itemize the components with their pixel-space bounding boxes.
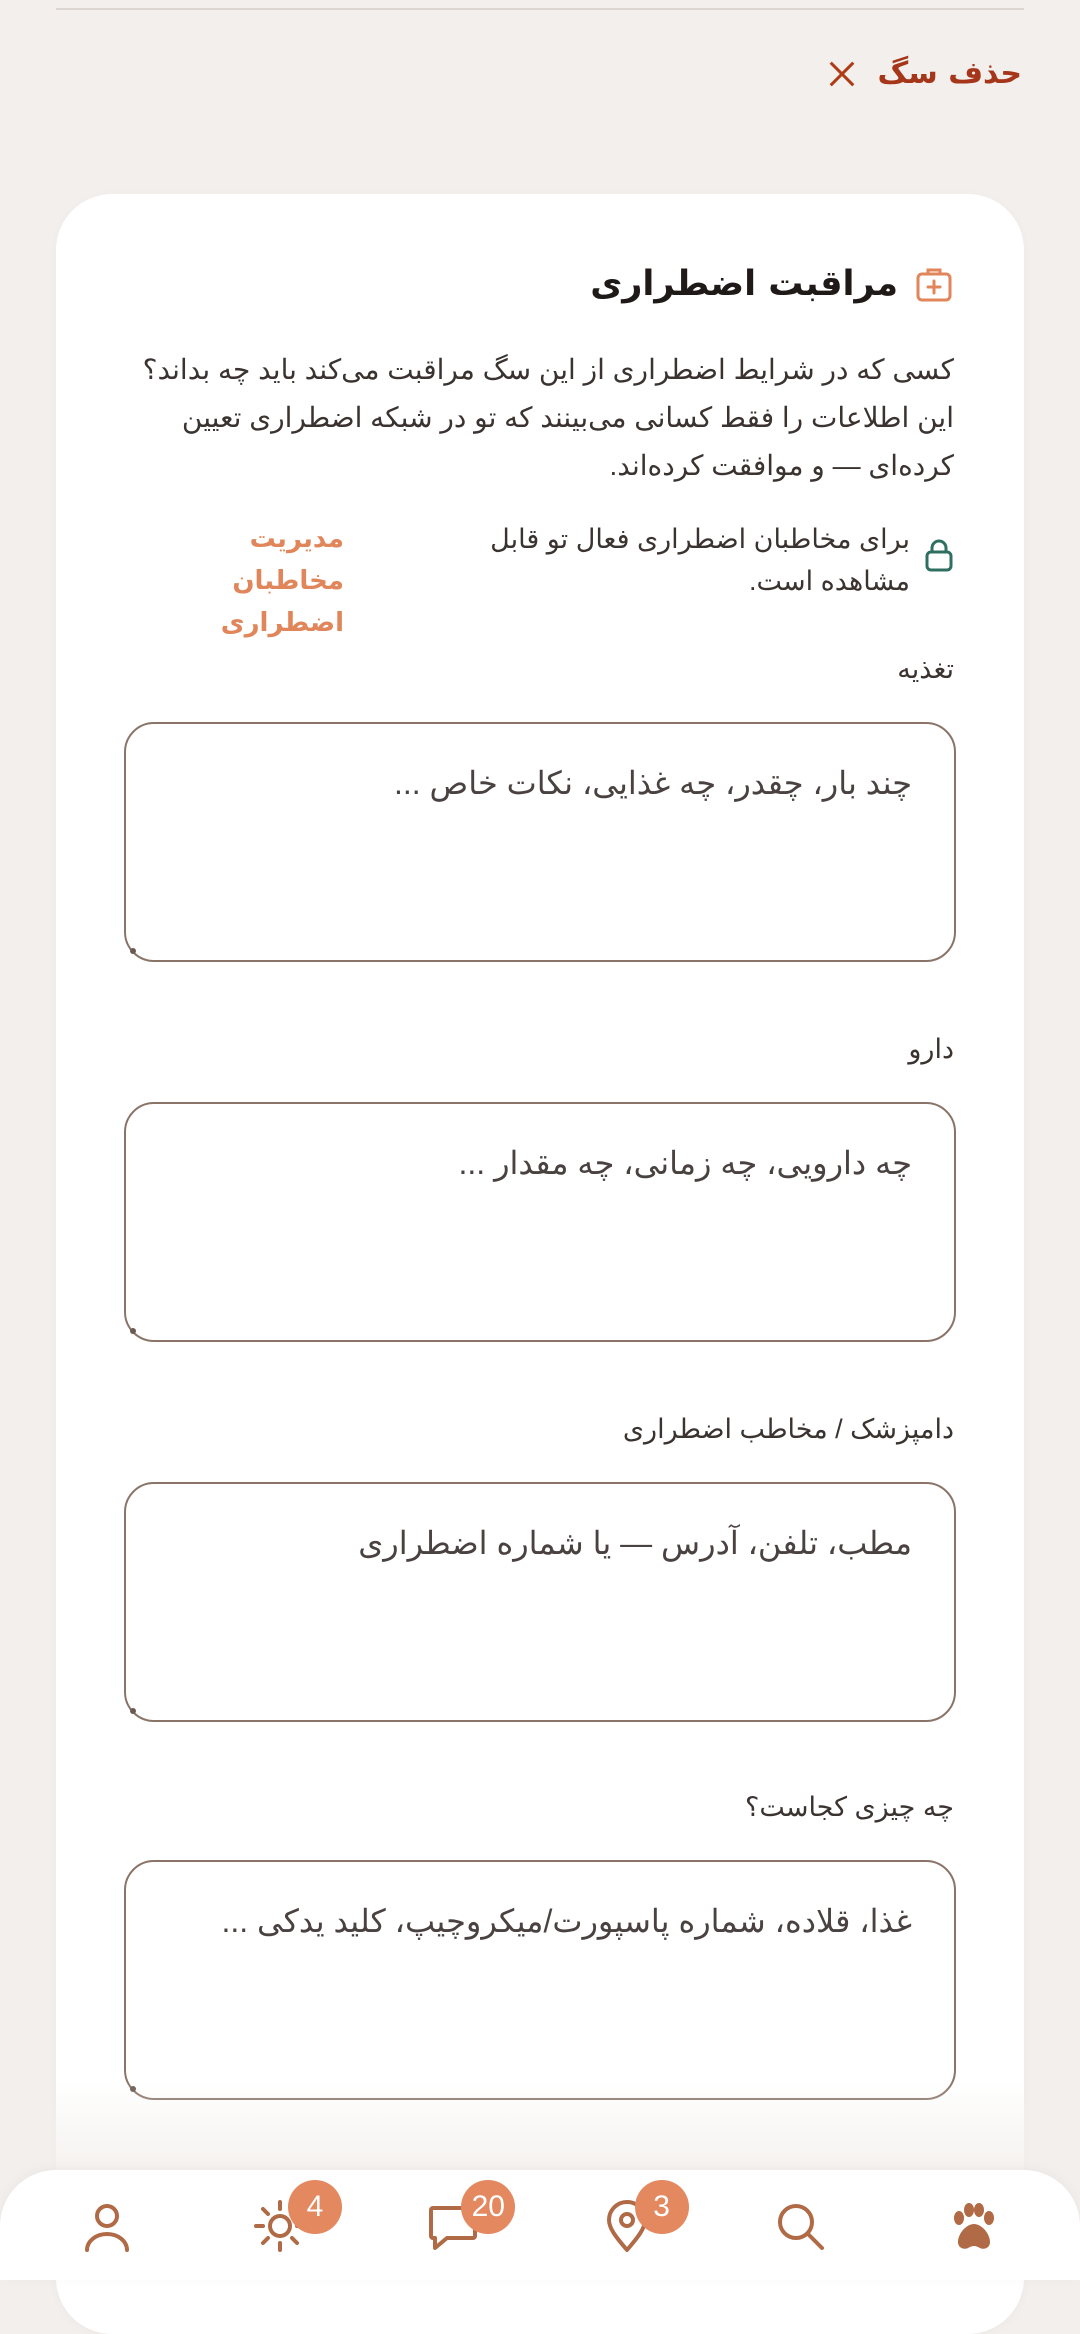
nav-search[interactable] — [740, 2170, 860, 2270]
where-things-textarea[interactable] — [124, 1860, 956, 2100]
where-things-label: چه چیزی کجاست؟ — [744, 1792, 954, 1822]
map-badge: 3 — [635, 2180, 689, 2234]
emergency-care-description: کسی که در شرایط اضطراری از این سگ مراقبت می‌کند باید چه بداند؟ این اطلاعات را فقط کسانی می‌بینند که تو در شبکه اضطراری تعیین کرده‌ای — و موافقت کرده‌اند. — [142, 354, 954, 481]
search-icon — [772, 2198, 828, 2254]
profile-icon — [79, 2198, 135, 2254]
sun-badge: 4 — [288, 2180, 342, 2234]
lock-icon — [924, 538, 954, 572]
chat-badge: 20 — [461, 2180, 515, 2234]
medication-label: دارو — [908, 1034, 954, 1064]
emergency-care-header — [590, 264, 954, 304]
nav-map[interactable] — [567, 2170, 687, 2270]
top-divider — [56, 8, 1024, 10]
feeding-label: تغذیه — [897, 654, 954, 684]
emergency-care-card — [56, 194, 1024, 2334]
bottom-fade — [0, 2080, 1080, 2170]
visibility-note — [480, 518, 954, 602]
nav-chat[interactable] — [393, 2170, 513, 2270]
vet-contact-placeholder: مطب، تلفن، آدرس — یا شماره اضطراری — [358, 1525, 912, 1561]
medication-textarea[interactable] — [124, 1102, 956, 1342]
delete-dog-label: حذف سگ — [877, 56, 1022, 91]
first-aid-kit-icon — [914, 264, 954, 304]
visibility-note-text: برای مخاطبان اضطراری فعال تو قابل مشاهده است. — [490, 524, 910, 596]
vet-contact-textarea[interactable] — [124, 1482, 956, 1722]
vet-contact-label: دامپزشک / مخاطب اضطراری — [622, 1414, 954, 1444]
nav-sun[interactable] — [220, 2170, 340, 2270]
bottom-nav — [0, 2170, 1080, 2280]
manage-emergency-contacts-link[interactable]: مدیریت مخاطبان اضطراری — [220, 524, 344, 638]
paw-icon — [945, 2198, 1001, 2254]
resize-handle[interactable] — [130, 1328, 136, 1334]
medication-placeholder: چه دارویی، چه زمانی، چه مقدار ... — [458, 1145, 912, 1181]
feeding-placeholder: چند بار، چقدر، چه غذایی، نکات خاص ... — [393, 765, 912, 801]
resize-handle[interactable] — [130, 1708, 136, 1714]
close-icon — [828, 60, 856, 88]
resize-handle[interactable] — [130, 948, 136, 954]
feeding-textarea[interactable] — [124, 722, 956, 962]
delete-dog-button[interactable] — [828, 56, 1022, 91]
where-things-placeholder: غذا، قلاده، شماره پاسپورت/میکروچیپ، کلید یدکی ... — [221, 1903, 912, 1939]
nav-dogs[interactable] — [913, 2170, 1033, 2270]
nav-profile[interactable] — [47, 2170, 167, 2270]
emergency-care-title: مراقبت اضطراری — [590, 264, 898, 304]
privacy-row — [114, 518, 954, 644]
